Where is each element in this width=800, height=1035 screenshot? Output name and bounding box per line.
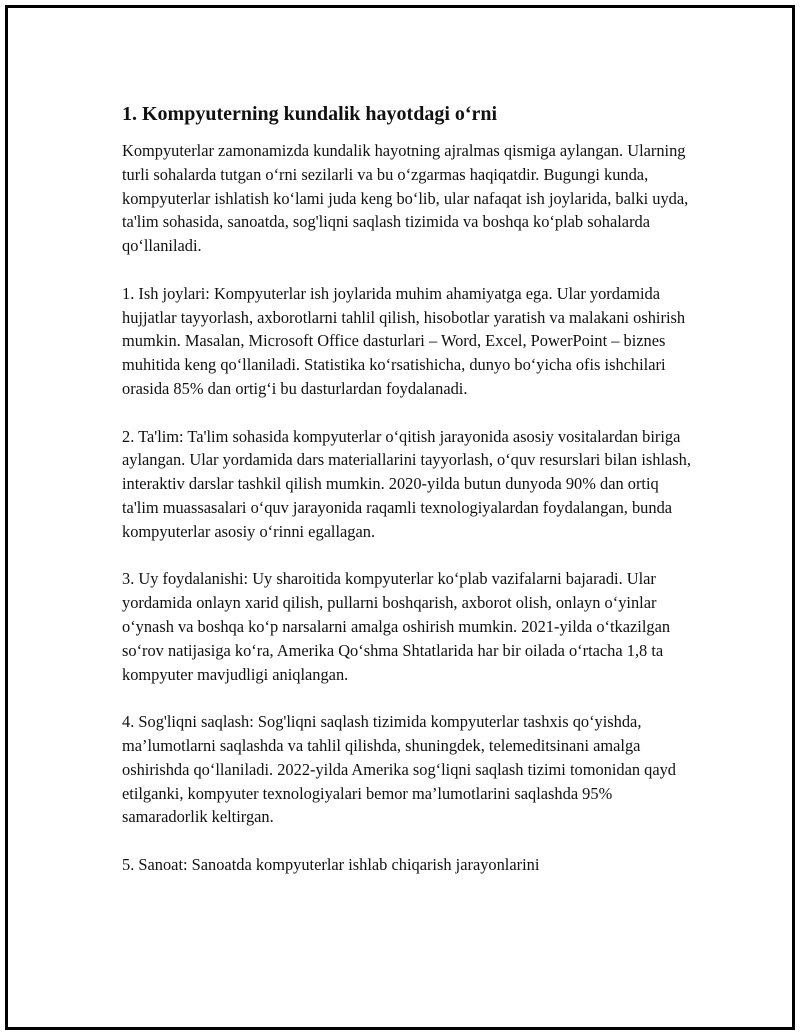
paragraph-sogliqni-saqlash: 4. Sog'liqni saqlash: Sog'liqni saqlash tizimida kompyuterlar tashxis qo‘yishda, ma’lumotlarni saqlashda va tahlil qilishda, shuningdek, telemeditsinani amalga oshirishda qo‘llaniladi. 2022-yilda Amerika sog‘liqni saqlash tizimi tomonidan qayd etilganki, kompyuter texnologiyalari bemor ma’lumotlarini saqlashda 95% samaradorlik keltirgan. — [122, 712, 677, 827]
paragraph-uy-foydalanishi: 3. Uy foydalanishi: Uy sharoitida kompyuterlar ko‘plab vazifalarni bajaradi. Ular yordamida onlayn xarid qilish, pullarni boshqarish, axborot olish, onlayn o‘yinlar o‘ynash va boshqa ko‘p narsalarni amalga oshirish mumkin. 2021-yilda o‘tkazilgan so‘rov natijasiga ko‘ra, Amerika Qo‘shma Shtatlarida har bir oilada o‘rtacha 1,8 ta kompyuter mavjudligi aniqlangan. — [122, 569, 671, 684]
document-body — [122, 101, 694, 901]
paragraph-talim: 2. Ta'lim: Ta'lim sohasida kompyuterlar o‘qitish jarayonida asosiy vositalardan biriga aylangan. Ular yordamida dars materiallarini tayyorlash, o‘quv resurslari bilan ishlash, interaktiv darslar tashkil qilish mumkin. 2020-yilda butun dunyoda 90% dan ortiq ta'lim muassasalari o‘quv jarayonida raqamli texnologiyalardan foydalangan, bunda kompyuterlar asosiy o‘rinni egallagan. — [122, 426, 691, 541]
section-title: 1. Kompyuterning kundalik hayotdagi o‘rni — [122, 103, 498, 125]
paragraph-sanoat: 5. Sanoat: Sanoatda kompyuterlar ishlab chiqarish jarayonlarini — [122, 854, 540, 874]
intro-paragraph: Kompyuterlar zamonamizda kundalik hayotning ajralmas qismiga aylangan. Ularning turli sohalarda tutgan o‘rni sezilarli va bu o‘zgarmas haqiqatdir. Bugungi kunda, kompyuterlar ishlatish ko‘lami juda keng bo‘lib, ular nafaqat ish joylarida, balki uyda, ta'lim sohasida, sanoatda, sog'liqni saqlash tizimida va boshqa ko‘plab sohalarda qo‘llaniladi. — [122, 141, 689, 256]
page-frame — [5, 5, 795, 1030]
paragraph-ish-joylari: 1. Ish joylari: Kompyuterlar ish joylarida muhim ahamiyatga ega. Ular yordamida hujjatlar tayyorlash, axborotlarni tahlil qilish, hisobotlar yaratish va malakani oshirish mumkin. Masalan, Microsoft Office dasturlari – Word, Excel, PowerPoint – biznes muhitida keng qo‘llaniladi. Statistika ko‘rsatishicha, dunyo bo‘yicha ofis ishchilari orasida 85% dan ortig‘i bu dasturlardan foydalanadi. — [122, 283, 686, 398]
